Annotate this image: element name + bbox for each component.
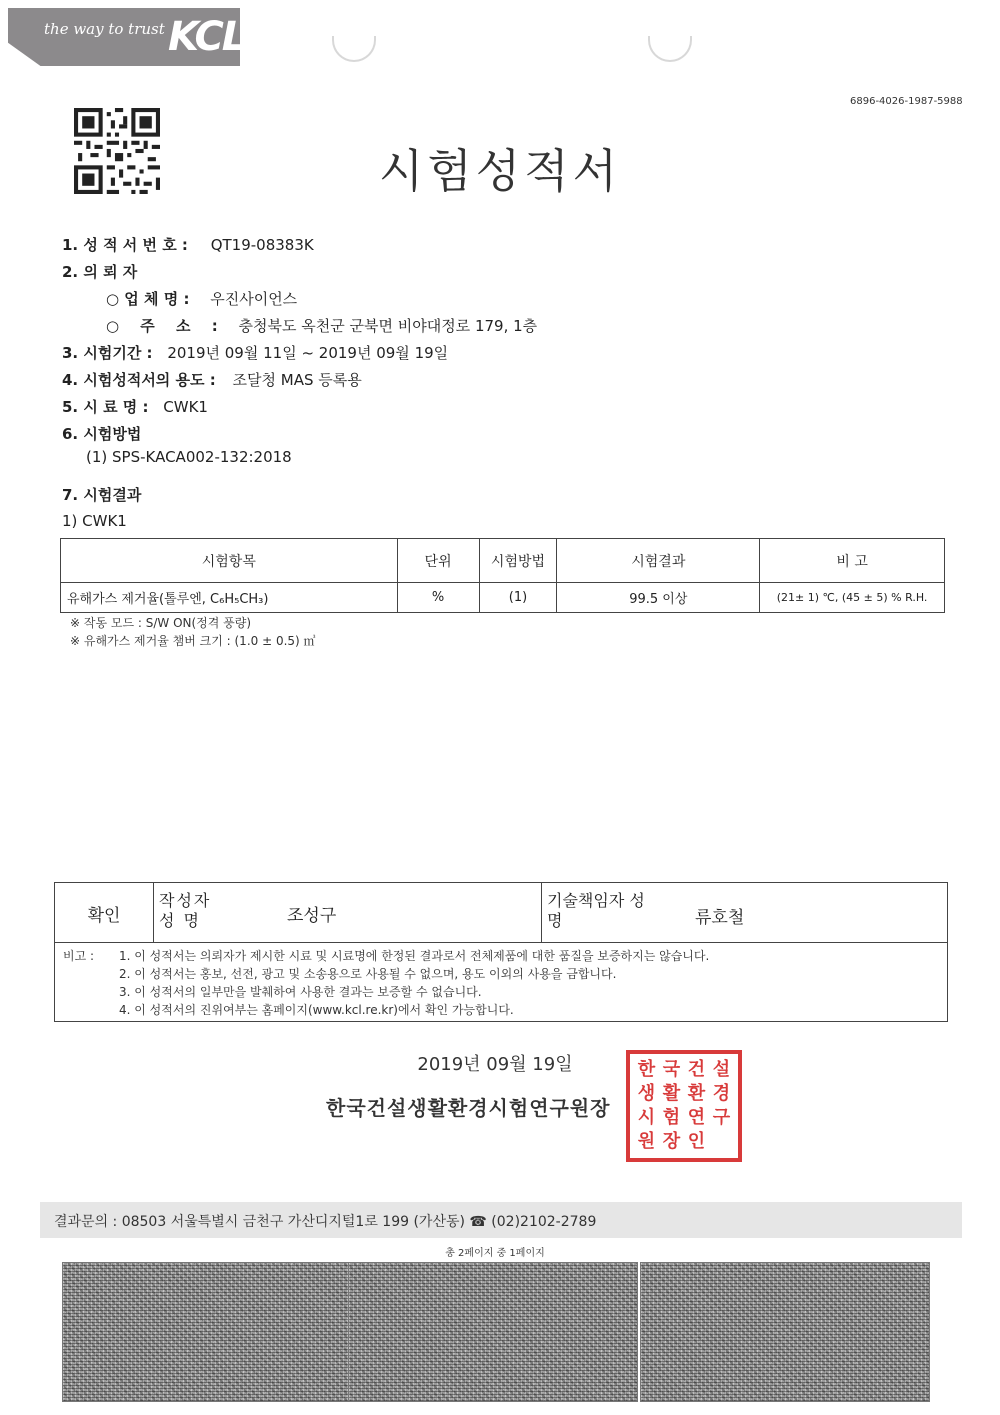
cell-method: (1) [479,583,557,613]
divider [541,883,542,943]
page-count: 총 2페이지 중 1페이지 [445,1248,545,1259]
method-label: 6. 시험방법 [62,425,142,443]
logo-mark: KCL [168,14,246,60]
report-number-value: QT19-08383K [210,236,314,254]
seal-char: 험 [662,1107,681,1128]
seal-char: 구 [712,1107,731,1128]
address-value: 충청북도 옥천군 군북면 비야대정로 179, 1층 [238,317,538,335]
seal-char [709,1130,734,1154]
cell-remarks: (21± 1) ℃, (45 ± 5) % R.H. [760,583,945,613]
contact-info: 결과문의 : 08503 서울특별시 금천구 가산디지털1로 199 (가산동) ☎ (02)2102-2789 [54,1214,597,1230]
remarks-label: 비고 : [63,949,95,963]
client-label: 2. 의 뢰 자 [62,263,138,281]
company-row [106,288,297,309]
security-pattern [348,1262,638,1402]
punch-hole-mark [332,36,376,62]
header-test-item: 시험항목 [61,539,398,583]
purpose-label: 4. 시험성적서의 용도 : [62,371,216,389]
header-method: 시험방법 [479,539,557,583]
address-label: ○ 주 소 : [106,317,226,335]
signature-box [54,882,948,1022]
company-label: ○ 업 체 명 : [106,290,190,308]
company-value: 우진사이언스 [210,290,298,308]
confirm-label: 확인 [87,906,121,926]
tech-label: 기술책임자 성 명 [547,891,645,930]
seal-char: 경 [712,1083,731,1104]
header-result: 시험결과 [557,539,760,583]
purpose-value: 조달청 MAS 등록용 [232,371,362,389]
report-number-row [62,234,314,255]
security-pattern [62,1262,352,1402]
header-remarks: 비 고 [760,539,945,583]
seal-char: 생 [637,1083,656,1104]
seal-char: 설 [712,1059,731,1080]
result-sub: 1) CWK1 [62,512,127,530]
seal-char: 국 [662,1059,681,1080]
header-unit: 단위 [397,539,479,583]
report-number-label: 1. 성 적 서 번 호 : [62,236,188,254]
result-row [62,484,141,505]
results-table [60,538,945,613]
table-note: ※ 작동 모드 : S/W ON(정격 풍량) [70,616,252,630]
sample-row [62,396,208,417]
method-row [62,423,141,444]
remark-item: 3. 이 성적서의 일부만을 발췌하여 사용한 결과는 보증할 수 없습니다. [119,985,482,999]
document-number: 6896-4026-1987-5988 [850,96,963,107]
seal-char: 인 [687,1131,706,1152]
divider [153,883,154,943]
seal-char: 환 [687,1083,706,1104]
cell-result: 99.5 이상 [557,583,760,613]
method-value: (1) SPS-KACA002-132:2018 [86,448,292,466]
signature-row [55,883,947,943]
cell-unit: % [397,583,479,613]
seal-char: 건 [687,1059,706,1080]
remarks-list [119,947,709,1019]
cell-test-item: 유해가스 제거율(톨루엔, C₆H₅CH₃) [61,583,398,613]
seal-char: 연 [687,1107,706,1128]
remark-item: 4. 이 성적서의 진위여부는 홈페이지(www.kcl.re.kr)에서 확인 가능합니다. [119,1003,514,1017]
remark-item: 2. 이 성적서는 홍보, 선전, 광고 및 소송용으로 사용될 수 없으며, 용도 이외의 사용을 금합니다. [119,967,617,981]
organization-name: 한국건설생활환경시험연구원장 [326,1096,611,1120]
sample-value: CWK1 [163,398,208,416]
punch-hole-mark [648,36,692,62]
client-row [62,261,137,282]
result-label: 7. 시험결과 [62,486,142,504]
results-header-row [61,539,945,583]
tech-name: 류호철 [695,908,745,928]
sample-label: 5. 시 료 명 : [62,398,149,416]
seal-char: 한 [637,1059,656,1080]
issue-date: 2019년 09월 19일 [417,1054,573,1075]
period-row [62,342,448,363]
seal-char: 장 [662,1131,681,1152]
period-value: 2019년 09월 11일 ~ 2019년 09월 19일 [167,344,449,362]
page-title: 시험성적서 [378,144,622,198]
writer-label: 작성자 성 명 [159,891,212,930]
security-pattern [640,1262,930,1402]
table-note: ※ 유해가스 제거율 챔버 크기 : (1.0 ± 0.5) ㎥ [70,634,316,648]
address-row [106,315,537,336]
logo-tagline: the way to trust [44,20,165,38]
remark-item: 1. 이 성적서는 의뢰자가 제시한 시료 및 시료명에 한정된 결과로서 전체제품에 대한 품질을 보증하지는 않습니다. [119,949,710,963]
writer-name: 조성구 [287,906,337,926]
period-label: 3. 시험기간 : [62,344,153,362]
seal-char: 활 [662,1083,681,1104]
seal-char: 시 [637,1107,656,1128]
purpose-row [62,369,362,390]
official-seal [626,1050,742,1162]
seal-char: 원 [637,1131,656,1152]
table-row [61,583,945,613]
